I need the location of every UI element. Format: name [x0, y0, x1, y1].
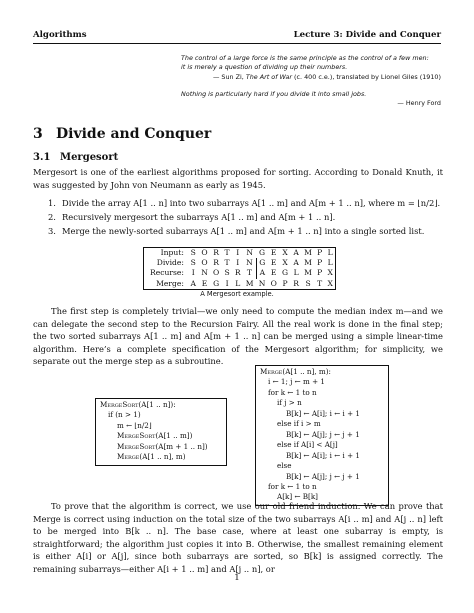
epigraph-attribution: — Sun Zi, The Art of War (c. 400 c.e.), translated by Lionel Giles (1910) [213, 72, 441, 81]
running-header [33, 30, 441, 40]
section-title: Divide and Conquer [56, 126, 212, 142]
header-course: Algorithms [33, 30, 87, 40]
code-line: else if i > m [277, 419, 321, 429]
section-number: 3 [33, 126, 43, 142]
table-row: Recurse: I N O S R T A E G L M P X [150, 268, 333, 278]
code-line: if j > n [277, 398, 302, 408]
code-line: else if A[i] < A[j] [277, 440, 338, 450]
code-line: MergeSort(A[m + 1 .. n]) [117, 441, 208, 451]
epigraph-quote-line: Nothing is particularly hard if you divide it into small jobs. [181, 90, 367, 98]
code-line: B[k] ← A[j]; j ← j + 1 [286, 429, 360, 439]
mergesort-pseudocode [95, 398, 227, 466]
subsection-title: Mergesort [60, 152, 119, 163]
subsection-number: 3.1 [33, 152, 51, 163]
body-paragraph: The first step is completely trivial—we only need to compute the median index m—and we can delegate the second step to the Recursion Fairy. All the real work is done in the final step; the two sorted subarrays A[1 .. m] and A[m + 1 .. n] can be merged using a simple linear-time algorithm. Here’s a complete specification of the Mergesort algorithm; for simplicity, we separate out the merge step as a subroutine. [33, 306, 443, 367]
table-row: Merge: A E G I L M N O P R S T X [156, 278, 333, 288]
body-paragraph: To prove that the algorithm is correct, we use our old friend induction. We can prove that Merge is correct using induction on the total size of the two subarrays A[i .. m] and A[j .. n] left to be merged into B[k .. n]. The base case, where at least one subarray is empty, is straightforward; the algorithm just copies it into B. Otherwise, the smallest remaining element is either A[i] or A[j], since both subarrays are sorted, so B[k] is assigned correctly. The remaining subarrays—either A[i + 1 .. m] and A[j .. n], or [33, 501, 443, 574]
mergesort-example-table [143, 247, 336, 290]
section-heading [33, 126, 211, 142]
header-lecture: Lecture 3: Divide and Conquer [293, 30, 441, 40]
epigraph-quote-line: it is merely a question of dividing up their numbers. [181, 63, 348, 72]
epigraph-attribution: — Henry Ford [397, 99, 441, 108]
table-row: Divide: S O R T I N G E X A M P L [156, 258, 333, 268]
code-line: m ← ⌊n/2⌋ [117, 420, 152, 430]
merge-pseudocode [255, 365, 389, 506]
code-line: MergeSort(A[1 .. n]): [100, 400, 176, 409]
list-item: 1. Divide the array A[1 .. n] into two subarrays A[1 .. m] and A[m + 1 .. n], where m = ⌊n/2⌋. [48, 198, 441, 208]
intro-paragraph: Mergesort is one of the earliest algorithms proposed for sorting. According to Donald Knuth, it was suggested by John von Neumann as early as 1945. [33, 167, 443, 190]
code-line: Merge(A[1 .. n], m): [260, 367, 331, 376]
epigraph-sunzi [181, 54, 441, 82]
table-row: Input: S O R T I N G E X A M P L [160, 248, 333, 257]
code-line: B[k] ← A[i]; i ← i + 1 [286, 408, 360, 418]
code-line: for k ← 1 to n [268, 387, 317, 397]
table-caption: A Mergesort example. [200, 290, 274, 298]
epigraph-quote-line: The control of a large force is the same principle as the control of a few men: [181, 54, 429, 62]
list-item: 2. Recursively mergesort the subarrays A[1 .. m] and A[m + 1 .. n]. [48, 212, 336, 222]
epigraph-ford [181, 90, 441, 109]
code-line: MergeSort(A[1 .. m]) [117, 431, 193, 441]
code-line: B[k] ← A[j]; j ← j + 1 [286, 471, 360, 481]
code-line: A[k] ← B[k] [277, 492, 318, 502]
list-item: 3. Merge the newly-sorted subarrays A[1 .. m] and A[m + 1 .. n] into a single sorted list. [48, 226, 425, 236]
code-line: Merge(A[1 .. n], m) [117, 452, 186, 462]
page-number: 1 [234, 573, 240, 583]
code-line: for k ← 1 to n [268, 481, 317, 491]
code-line: else [277, 461, 292, 471]
code-line: B[k] ← A[i]; i ← i + 1 [286, 450, 360, 460]
subsection-heading [33, 152, 118, 163]
code-line: i ← 1; j ← m + 1 [268, 377, 325, 387]
mergesort-steps-list [33, 197, 443, 238]
header-rule [33, 43, 441, 44]
code-line: if (n > 1) [108, 410, 141, 420]
